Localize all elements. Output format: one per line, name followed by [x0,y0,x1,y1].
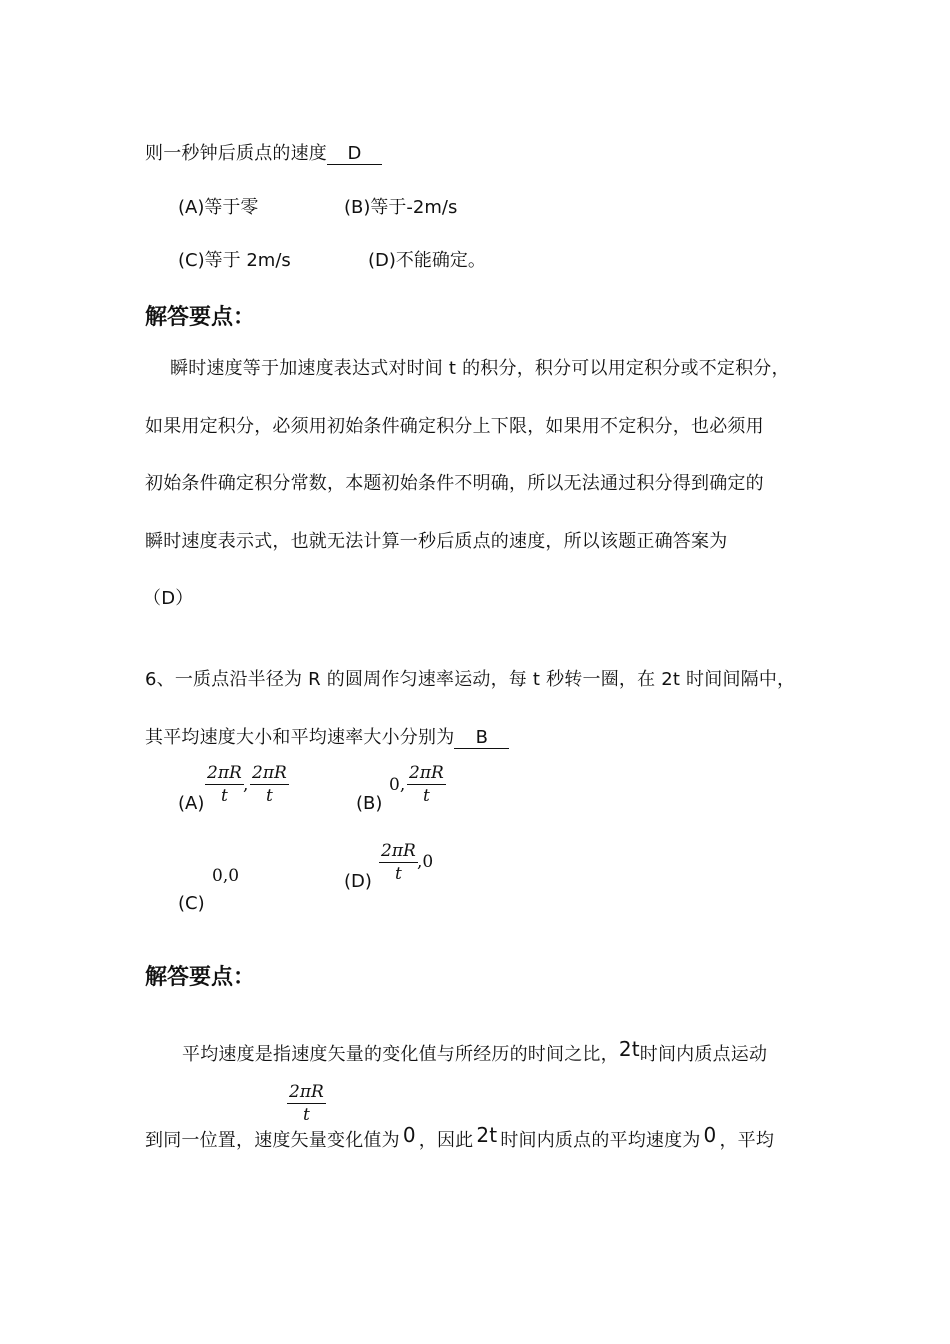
solution-line-5: （D） [143,588,194,609]
question-6-text: 其平均速度大小和平均速率大小分别为 [145,727,455,748]
formula-fraction [407,762,446,807]
value-2t: 2t [618,1037,640,1061]
question-6-line-2 [145,723,509,749]
fraction-numerator: 2πR [381,841,416,861]
solution2-text: 到同一位置，速度矢量变化值为 [145,1130,400,1151]
value-zero: 0 [703,1123,717,1147]
solution2-text: 时间内质点的平均速度为 [500,1130,701,1151]
solution2-line-2 [145,1123,775,1152]
solution-heading-2: 解答要点： [145,965,256,990]
answer-blank: D [327,144,382,165]
formula-fraction [379,840,418,885]
solution2-text: 平均速度是指速度矢量的变化值与所经历的时间之比， [182,1044,619,1065]
solution-line-2: 如果用定积分，必须用初始条件确定积分上下限，如果用不定积分，也必须用 [145,416,764,437]
fraction-numerator: 2πR [409,763,444,783]
fraction-denominator: t [394,864,402,884]
solution-heading: 解答要点： [145,305,256,330]
option-b: (B)等于-2m/s [344,197,458,218]
formula-fraction [205,762,244,807]
solution2-text: ，因此 [418,1130,474,1151]
fraction-denominator: t [265,786,273,806]
solution-line-4: 瞬时速度表示式，也就无法计算一秒后质点的速度，所以该题正确答案为 [145,531,728,552]
comma-zero: ,0 [417,852,434,872]
answer-blank-6: B [454,728,509,749]
solution2-text: 时间内质点运动 [639,1044,768,1065]
question-6-line-1: 6、一质点沿半径为 R 的圆周作匀速率运动，每 t 秒转一圈，在 2t 时间间隔中， [145,669,796,690]
fraction-denominator: t [302,1105,310,1125]
option-d: (D)不能确定。 [368,250,486,271]
solution-line-1: 瞬时速度等于加速度表达式对时间 t 的积分，积分可以用定积分或不定积分， [170,358,790,379]
option-c: (C)等于 2m/s [178,250,291,271]
question-line [145,139,382,165]
fraction-denominator: t [220,786,228,806]
value-zero: 0 [402,1123,416,1147]
option-c-label: (C) [178,893,205,914]
solution2-line-1 [182,1037,768,1066]
option-a: (A)等于零 [178,197,259,218]
formula-fraction [250,762,289,807]
option-a-label: (A) [178,793,205,814]
fraction-numerator: 2πR [252,763,287,783]
fraction-numerator: 2πR [289,1082,324,1102]
formula-fraction [287,1081,326,1126]
question-text: 则一秒钟后质点的速度 [145,143,327,164]
option-b-label: (B) [356,793,383,814]
fraction-denominator: t [422,786,430,806]
value-2t: 2t [476,1123,498,1147]
option-d-label: (D) [344,871,372,892]
fraction-numerator: 2πR [207,763,242,783]
comma: , [243,775,249,795]
solution2-text: ，平均 [719,1130,775,1151]
solution-line-3: 初始条件确定积分常数，本题初始条件不明确，所以无法通过积分得到确定的 [145,473,764,494]
zero-comma: 0, [389,775,406,795]
zero-zero: 0,0 [212,866,240,886]
